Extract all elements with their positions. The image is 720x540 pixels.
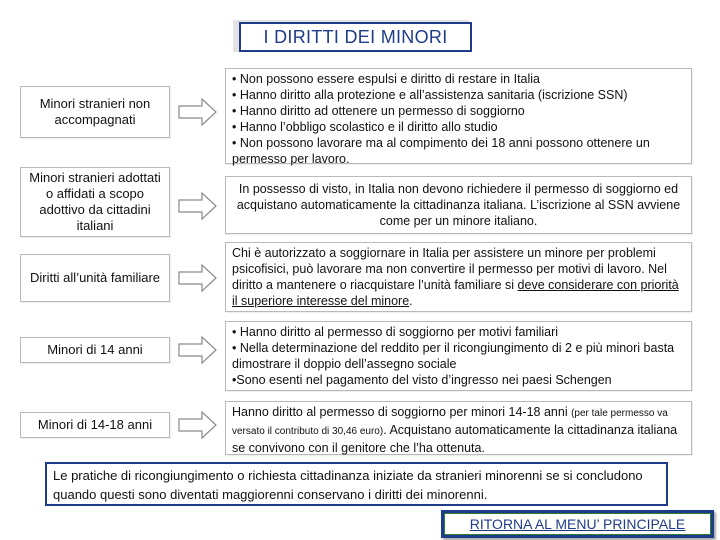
row-content-unita-familiare [225,242,692,312]
arrow-right-icon [178,97,218,127]
arrow-right-icon [178,263,218,293]
row-text-small: (per tale permesso va versato il contributo di 30,46 euro) [232,408,668,437]
bullet-line: • Hanno l’obbligo scolastico e il diritto allo studio [232,120,498,134]
arrow-right-icon [178,191,218,221]
row-label-minori-14: Minori di 14 anni [20,337,170,363]
bullet-line: • Non possono lavorare ma al compimento dei 18 anni possono ottenere un permesso per lavoro. [232,136,650,166]
row-text-end: . Acquistano automaticamente la cittadinanza italiana se convivono con il genitore che l’ha ottenuta. [232,423,678,455]
bullet-line: • Hanno diritto al permesso di soggiorno per motivi familiari [232,325,559,339]
back-to-main-menu-button[interactable] [441,510,714,538]
row-text-start: Hanno diritto al permesso di soggiorno per minori 14-18 anni [232,405,572,419]
back-to-main-menu-label[interactable]: RITORNA AL MENU’ PRINCIPALE [444,513,711,535]
arrow-right-icon [178,335,218,365]
row-content-minori-adottati [225,176,692,234]
row-content-minori-non-accompagnati [225,68,692,164]
row-content-minori-14 [225,321,692,391]
bullet-line: •Sono esenti nel pagamento del visto d’ingresso nei paesi Schengen [232,373,612,387]
row-label-minori-adottati: Minori stranieri adottati o affidati a scopo adottivo da cittadini italiani [20,167,170,237]
row-text [232,245,685,309]
row-text: In possesso di visto, in Italia non devono richiedere il permesso di soggiorno ed acquistano automaticamente la cittadinanza italiana. L’iscrizione al SSN avviene come per un minore italiano. [236,182,681,228]
arrow-right-icon [178,410,218,440]
row-content-minori-14-18 [225,401,692,455]
bullet-line: • Hanno diritto alla protezione e all’assistenza sanitaria (iscrizione SSN) [232,88,628,102]
bullet-line: • Hanno diritto ad ottenere un permesso di soggiorno [232,104,525,118]
row-label-unita-familiare: Diritti all’unità familiare [20,254,170,302]
bullet-line: • Nella determinazione del reddito per il ricongiungimento di 2 e più minori basta dimostrare il doppio dell’assegno sociale [232,341,675,371]
bullet-line: • Non possono essere espulsi e diritto di restare in Italia [232,72,541,86]
row-text-tail: . [409,294,413,308]
row-text [232,404,685,456]
footer-note: Le pratiche di ricongiungimento o richiesta cittadinanza iniziate da stranieri minorenni se si concludono quando questi sono diventati maggiorenni conservano i diritti dei minorenni. [45,462,668,506]
row-text-main: Chi è autorizzato a soggiornare in Italia per assistere un minore per problemi psicofisici, può lavorare ma non convertire il permesso per motivi di lavoro. Nel diritto a mantenere o riacquistare l’unità familiare si [232,246,667,292]
row-text-underlined: deve considerare con priorità il superiore interesse del minore [232,278,679,308]
row-label-minori-non-accompagnati: Minori stranieri non accompagnati [20,86,170,138]
page-title: I DIRITTI DEI MINORI [239,22,472,52]
row-label-minori-14-18: Minori di 14-18 anni [20,412,170,438]
